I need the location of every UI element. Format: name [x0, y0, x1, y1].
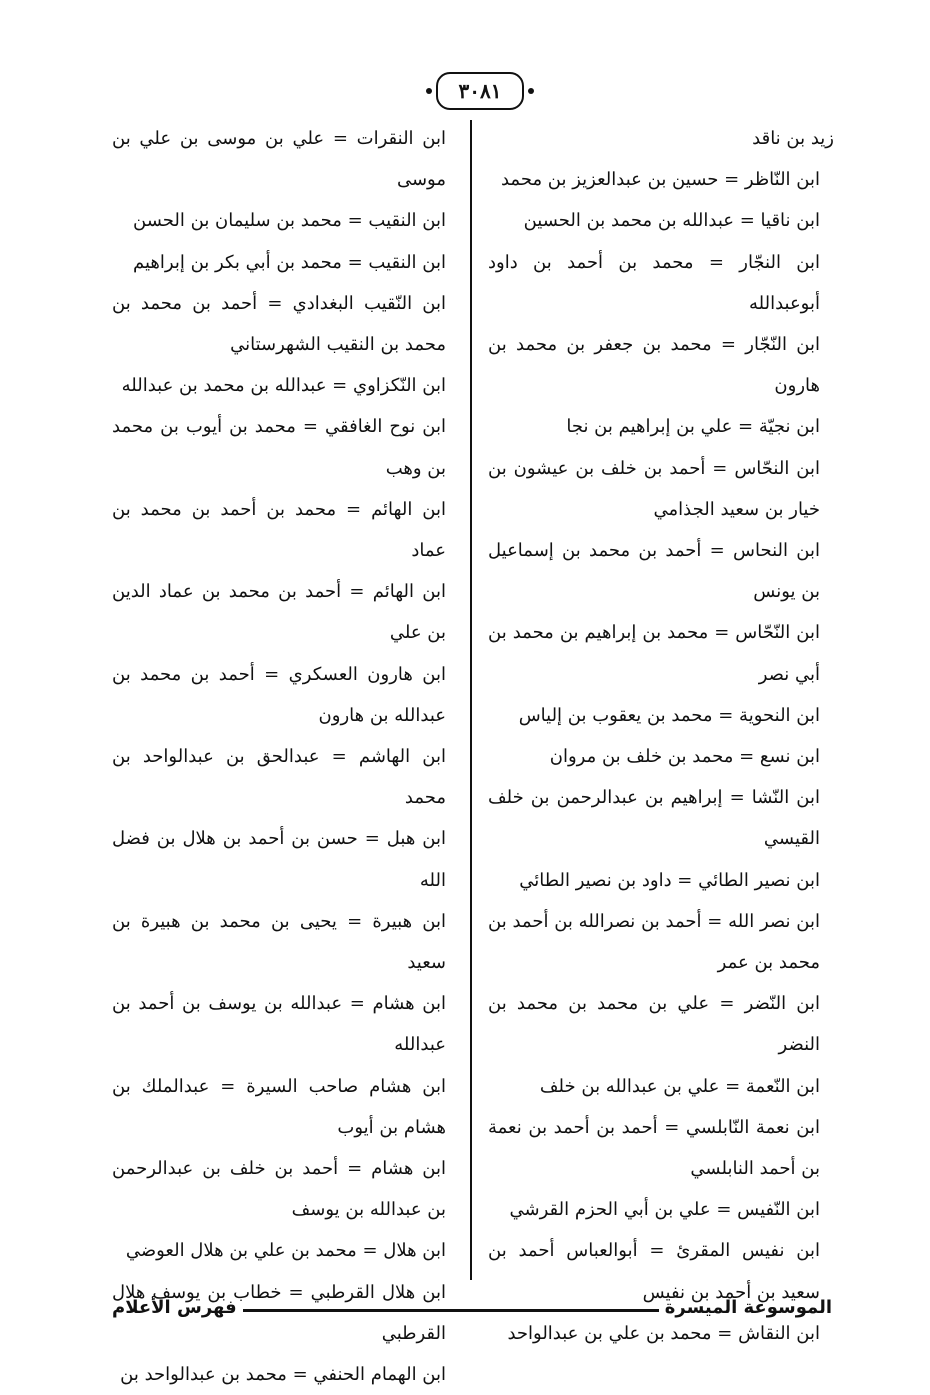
index-entry: ابن هبيرة = يحيى بن محمد بن هبيرة بن سعيد: [112, 910, 446, 974]
index-entry: ابن النقاش = محمد بن علي بن عبدالواحد: [507, 1322, 820, 1344]
footer-section-title: فهرس الأعلام: [112, 1297, 237, 1318]
index-entry: ابن النّعمة = علي بن عبدالله بن خلف: [539, 1075, 820, 1097]
footer-rule: [243, 1309, 659, 1312]
index-entry: ابن النقرات = علي بن موسى بن علي بن موسى: [112, 128, 446, 191]
index-entry: ابن النقيب = محمد بن سليمان بن الحسن: [133, 210, 446, 232]
index-entry: ابن النّضر = علي بن محمد بن محمد بن النضر: [488, 993, 820, 1056]
page-footer: [112, 1288, 832, 1318]
ornament-dot: [426, 88, 432, 94]
right-column: [488, 118, 834, 1354]
index-entry: ابن نفيس المقرئ = أبوالعباس أحمد بن سعيد بن أحمد بن نفيس: [488, 1240, 820, 1303]
index-entry: ابن هشام = أحمد بن خلف بن عبدالرحمن بن عبدالله بن يوسف: [112, 1158, 446, 1221]
index-entry: ابن النّقيب البغدادي = أحمد بن محمد بن محمد بن النقيب الشهرستاني: [112, 292, 446, 356]
index-entry: ابن الهاشم = عبدالحق بن عبدالواحد بن محمد: [112, 746, 446, 809]
index-entry: ابن نصير الطائي = داود بن نصير الطائي: [519, 869, 820, 891]
index-entry: ابن هارون العسكري = أحمد بن محمد بن عبدالله بن هارون: [112, 663, 446, 726]
index-entry: ابن هلال = محمد بن علي بن هلال العوضي: [125, 1240, 446, 1262]
index-entry: ابن النّجّار = محمد بن جعفر بن محمد بن هارون: [488, 334, 820, 397]
index-entry: ابن النّاظر = حسين بن عبدالعزيز بن محمد: [500, 169, 820, 191]
index-entry: ابن الهائم = محمد بن أحمد بن محمد بن عماد: [112, 498, 446, 562]
index-entry: ابن هلال القرطبي = خطاب بن يوسف هلال القرطبي: [112, 1281, 446, 1344]
index-entry: زيد بن ناقد: [752, 128, 834, 149]
index-entry: ابن النجّار = محمد بن أحمد بن داود أبوعبدالله: [488, 251, 820, 314]
page-number-frame: [436, 72, 524, 110]
index-entry: ابن هشام صاحب السيرة = عبدالملك بن هشام بن أيوب: [112, 1075, 446, 1138]
index-entry: ابن نعمة النّابلسي = أحمد بن أحمد بن نعمة بن أحمد النابلسي: [488, 1116, 820, 1180]
index-entry: ابن النّشا = إبراهيم بن عبدالرحمن بن خلف القيسي: [488, 787, 820, 850]
index-entry: ابن النّحّاس = محمد بن إبراهيم بن محمد بن أبي نصر: [488, 622, 820, 685]
page-number: ٣٠٨١: [458, 79, 502, 103]
footer-encyclopedia-title: الموسوعة الميسرة: [664, 1297, 832, 1318]
index-entry: ابن النّكزاوي = عبدالله بن محمد بن عبدالله: [121, 375, 446, 397]
ornament-dot: [528, 88, 534, 94]
index-entry: ابن نسع = محمد بن خلف بن مروان: [549, 746, 820, 768]
index-entry: ابن النقيب = محمد بن أبي بكر بن إبراهيم: [133, 251, 446, 273]
index-entry: ابن النحاس = أحمد بن محمد بن إسماعيل بن يونس: [488, 540, 820, 603]
index-entry: ابن ناقيا = عبدالله بن محمد بن الحسين: [523, 210, 820, 232]
index-entry: ابن الهمام الحنفي = محمد بن عبدالواحد بن: [120, 1364, 446, 1386]
index-entry: ابن النحّاس = أحمد بن خلف بن عيشون بن خيار بن سعيد الجذامي: [488, 457, 820, 520]
index-entry: ابن نوح الغافقي = محمد بن أيوب بن محمد بن وهب: [112, 416, 446, 479]
index-entry: ابن النّفيس = علي بن أبي الحزم القرشي: [509, 1199, 820, 1221]
index-entry: ابن هبل = حسن بن أحمد بن هلال بن فضل الله: [112, 828, 446, 891]
index-entry: ابن هشام = عبدالله بن يوسف بن أحمد بن عبدالله: [112, 993, 446, 1056]
left-column: [112, 118, 460, 1395]
index-entry: ابن نجيّة = علي بن إبراهيم بن نجا: [566, 416, 820, 438]
column-divider: [470, 120, 472, 1280]
index-entry: ابن نصر الله = أحمد بن نصرالله بن أحمد بن محمد بن عمر: [488, 910, 820, 974]
index-entry: ابن الهائم = أحمد بن محمد بن عماد الدين بن علي: [112, 581, 446, 644]
index-entry: ابن النحوية = محمد بن يعقوب بن إلياس: [518, 704, 820, 726]
